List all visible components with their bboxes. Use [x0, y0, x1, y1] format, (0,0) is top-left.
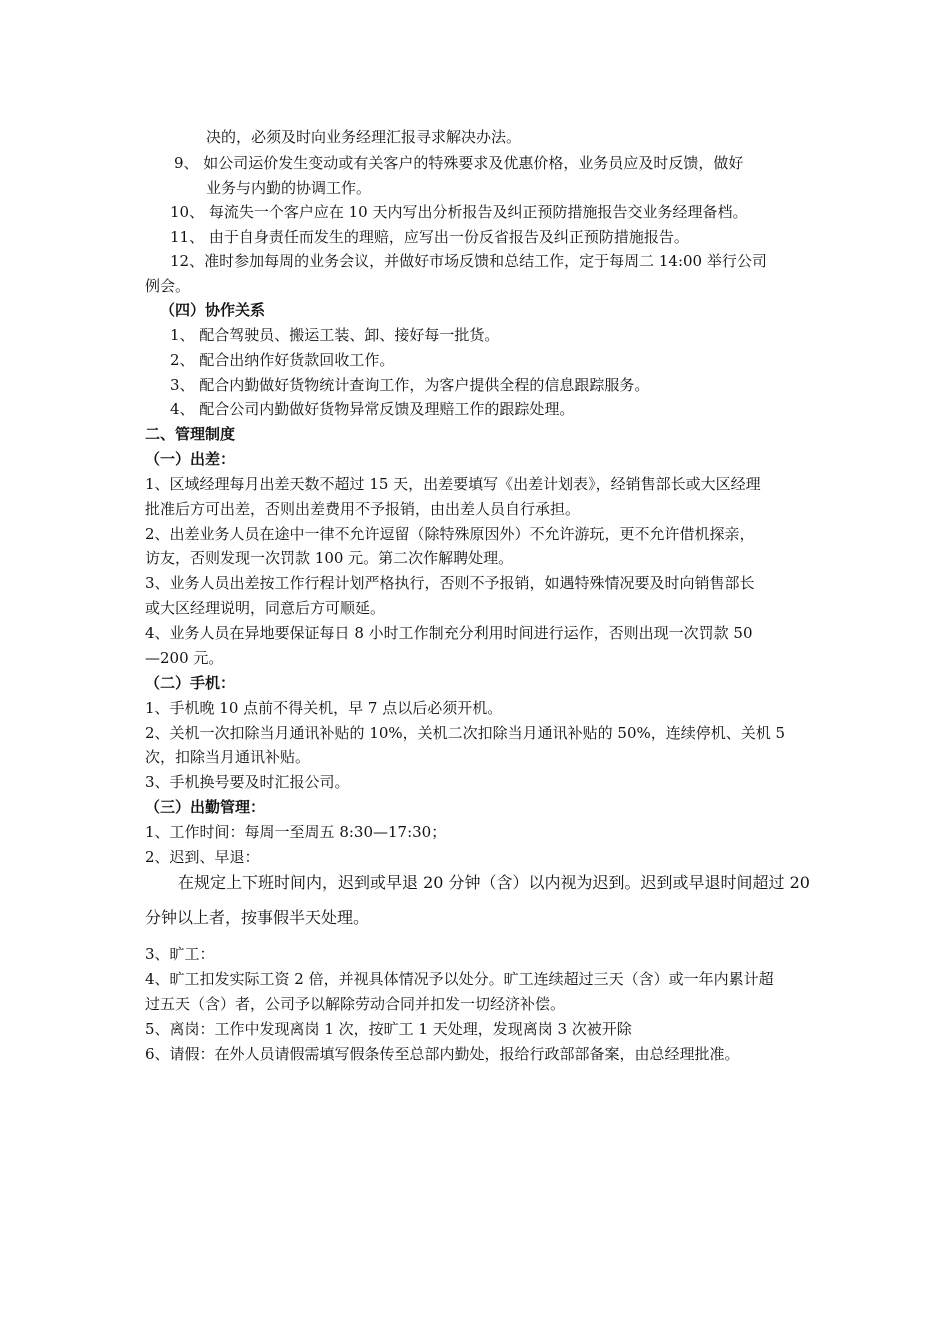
list-item: 4、旷工扣发实际工资 2 倍，并视具体情况予以处分。旷工连续超过三天（含）或一年内累计超 — [145, 970, 774, 988]
text-line: 例会。 — [145, 277, 191, 295]
list-item: 4、业务人员在异地要保证每日 8 小时工作制充分利用时间进行运作，否则出现一次罚款 50 — [145, 624, 753, 642]
section-heading: （二）手机： — [145, 674, 236, 692]
list-item: 1、手机晚 10 点前不得关机，早 7 点以后必须开机。 — [145, 699, 503, 717]
text-line: 过五天（含）者，公司予以解除劳动合同并扣发一切经济补偿。 — [145, 995, 566, 1013]
list-item: 5、离岗：工作中发现离岗 1 次，按旷工 1 天处理，发现离岗 3 次被开除 — [145, 1020, 632, 1038]
list-item: 1、区域经理每月出差天数不超过 15 天，出差要填写《出差计划表》，经销售部长或大区经理 — [145, 475, 761, 493]
list-item: 6、请假：在外人员请假需填写假条传至总部内勤处，报给行政部部备案，由总经理批准。 — [145, 1045, 740, 1063]
list-item: 4、 配合公司内勤做好货物异常反馈及理赔工作的跟踪处理。 — [170, 400, 575, 418]
list-item: 9、 如公司运价发生变动或有关客户的特殊要求及优惠价格，业务员应及时反馈，做好 — [174, 154, 744, 172]
text-line: 分钟以上者，按事假半天处理。 — [145, 908, 370, 927]
text-line: 次，扣除当月通讯补贴。 — [145, 748, 311, 766]
list-item: 1、 配合驾驶员、搬运工装、卸、接好每一批货。 — [170, 326, 500, 344]
text-line: 或大区经理说明，同意后方可顺延。 — [145, 599, 386, 617]
text-line: 在规定上下班时间内，迟到或早退 20 分钟（含）以内视为迟到。迟到或早退时间超过 20 — [178, 873, 810, 892]
list-item: 12、准时参加每周的业务会议，并做好市场反馈和总结工作，定于每周二 14:00 举行公司 — [170, 252, 767, 270]
list-item: 10、 每流失一个客户应在 10 天内写出分析报告及纠正预防措施报告交业务经理备档。 — [170, 203, 748, 221]
list-item: 3、业务人员出差按工作行程计划严格执行，否则不予报销，如遇特殊情况要及时向销售部长 — [145, 574, 755, 592]
list-item: 1、工作时间：每周一至周五 8:30—17:30； — [145, 823, 447, 841]
section-heading: （四）协作关系 — [160, 301, 266, 319]
section-heading: （三）出勤管理： — [145, 798, 266, 816]
list-item: 3、 配合内勤做好货物统计查询工作，为客户提供全程的信息跟踪服务。 — [170, 376, 650, 394]
list-item: 2、关机一次扣除当月通讯补贴的 10%，关机二次扣除当月通讯补贴的 50%，连续停机、关机 5 — [145, 724, 786, 742]
text-line: 业务与内勤的协调工作。 — [206, 179, 372, 197]
text-line: 决的，必须及时向业务经理汇报寻求解决办法。 — [206, 128, 522, 146]
list-item: 2、迟到、早退： — [145, 848, 260, 866]
section-heading: （一）出差： — [145, 450, 236, 468]
text-line: 批准后方可出差，否则出差费用不予报销，由出差人员自行承担。 — [145, 500, 581, 518]
list-item: 2、出差业务人员在途中一律不允许逗留（除特殊原因外）不允许游玩，更不允许借机探亲， — [145, 525, 755, 543]
text-line: 访友，否则发现一次罚款 100 元。第二次作解聘处理。 — [145, 549, 514, 567]
list-item: 3、旷工： — [145, 945, 215, 963]
chapter-heading: 二、管理制度 — [145, 425, 236, 443]
text-line: —200 元。 — [145, 649, 224, 667]
list-item: 2、 配合出纳作好货款回收工作。 — [170, 351, 395, 369]
list-item: 11、 由于自身责任而发生的理赔，应写出一份反省报告及纠正预防措施报告。 — [170, 228, 689, 246]
list-item: 3、手机换号要及时汇报公司。 — [145, 773, 350, 791]
